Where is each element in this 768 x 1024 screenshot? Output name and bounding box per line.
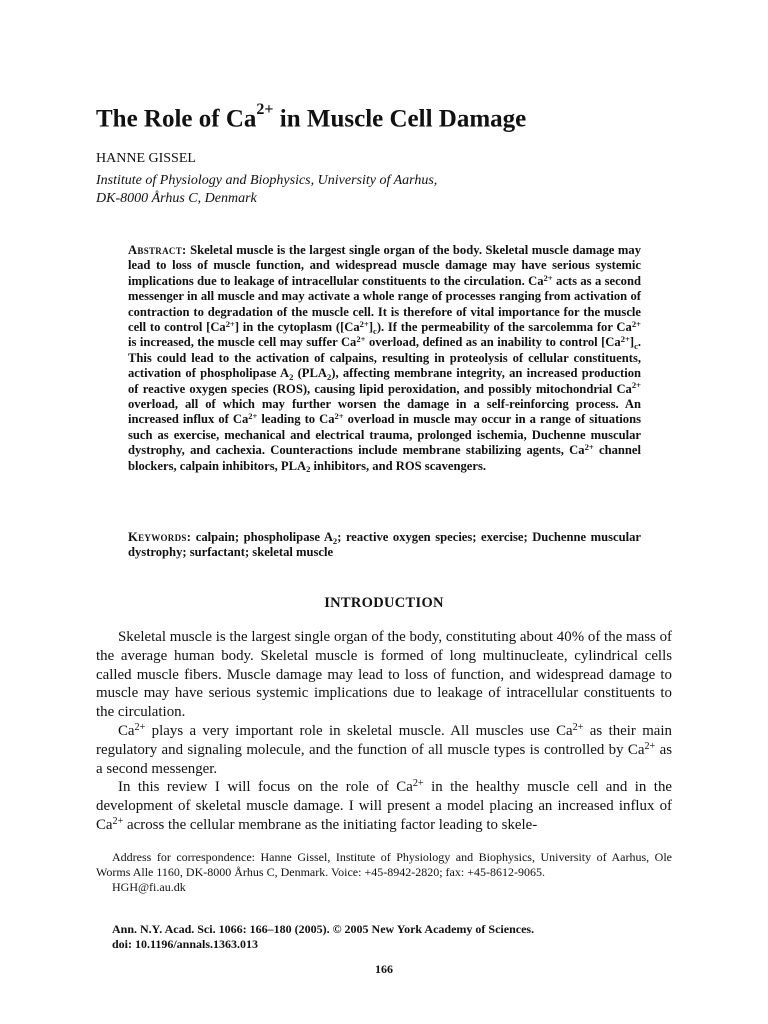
- citation: [112, 922, 672, 952]
- page-number: 166: [375, 962, 393, 976]
- citation-line-1: Ann. N.Y. Acad. Sci. 1066: 166–180 (2005). © 2005 New York Academy of Sciences.: [112, 922, 535, 936]
- keywords-label: Keywords:: [128, 530, 192, 544]
- keywords: Keywords: calpain; phospholipase $A_2$; reactive oxygen species; exercise; Duchenne muscular dystrophy; surfactant; skeletal muscle: [128, 530, 641, 560]
- abstract: Abstract: Skeletal muscle is the largest single organ of the body. Skeletal muscle damage may lead to loss of muscle function, and widespread muscle damage may have serious systemic implications due to leakage of intracellular constituents to the circulation. $Ca^{2+}$ acts as a second messenger in all muscle and may activate a whole range of processes ranging from activation of contraction to degradation of the muscle cell. It is therefore of vital importance for the muscle cell to control $[Ca^{2+}]$ in the cytoplasm $([Ca^{2+}]_c)$. If the permeability of the sarcolemma for $Ca^{2+}$ is increased, the muscle cell may suffer $Ca^{2+}$ overload, defined as an inability to control $[Ca^{2+}]_c$. This could lead to the activation of calpains, resulting in proteolysis of cellular constituents, activation of phospholipase $A_2$ $(PLA_2)$, affecting membrane integrity, an increased production of reactive oxygen species (ROS), causing lipid peroxidation, and possibly mitochondrial $Ca^{2+}$ overload, all of which may further worsen the damage in a self-reinforcing process. An increased influx of $Ca^{2+}$ leading to $Ca^{2+}$ overload in muscle may occur in a range of situations such as exercise, mechanical and electrical trauma, prolonged ischemia, Duchenne muscular dystrophy, and cachexia. Counteractions include membrane stabilizing agents, $Ca^{2+}$ channel blockers, calpain inhibitors, $PLA_2$ inhibitors, and ROS scavengers.: [128, 243, 642, 475]
- body-paragraph-1: Skeletal muscle is the largest single organ of the body, constituting about 40% of the mass of the average human body. Skeletal muscle is formed of long multinucleate, cylindrical cells called muscle fibers. Muscle damage may lead to loss of function, and widespread damage to muscle may have serious systemic implications due to leakage of intracellular constituents to the circulation.: [96, 629, 672, 721]
- affiliation: [96, 172, 696, 208]
- affiliation-line-1: Institute of Physiology and Biophysics, University of Aarhus,: [96, 173, 438, 188]
- footnote-email: HGH@fi.au.dk: [112, 880, 186, 894]
- citation-doi: doi: 10.1196/annals.1363.013: [112, 937, 259, 951]
- footnote-address: Address for correspondence: Hanne Gissel, Institute of Physiology and Biophysics, University of Aarhus, Ole Worms Alle 1160, DK-8000 Århus C, Denmark. Voice: +45-8942-2820; fax: +45-8612-9065.: [96, 850, 672, 879]
- paper-title: The Role of $Ca^{2+}$ in Muscle Cell Damage: [96, 101, 527, 133]
- correspondence-footnote: [96, 850, 672, 895]
- body-paragraph-3: In this review I will focus on the role of $Ca^{2+}$ in the healthy muscle cell and in the development of skeletal muscle damage. I will present a model placing an increased influx of $Ca^{2+}$ across the cellular membrane as the initiating factor leading to skele-: [96, 778, 672, 833]
- abstract-label: Abstract:: [128, 243, 187, 257]
- affiliation-line-2: DK-8000 Århus C, Denmark: [96, 191, 257, 206]
- author-name: HANNE GISSEL: [96, 151, 196, 166]
- body-paragraph-2: $Ca^{2+}$ plays a very important role in skeletal muscle. All muscles use $Ca^{2+}$ as their main regulatory and signaling molecule, and the function of all muscle types is controlled by $Ca^{2+}$ as a second messenger.: [96, 721, 672, 777]
- body-text: [96, 628, 672, 835]
- section-heading-introduction: INTRODUCTION: [324, 595, 444, 611]
